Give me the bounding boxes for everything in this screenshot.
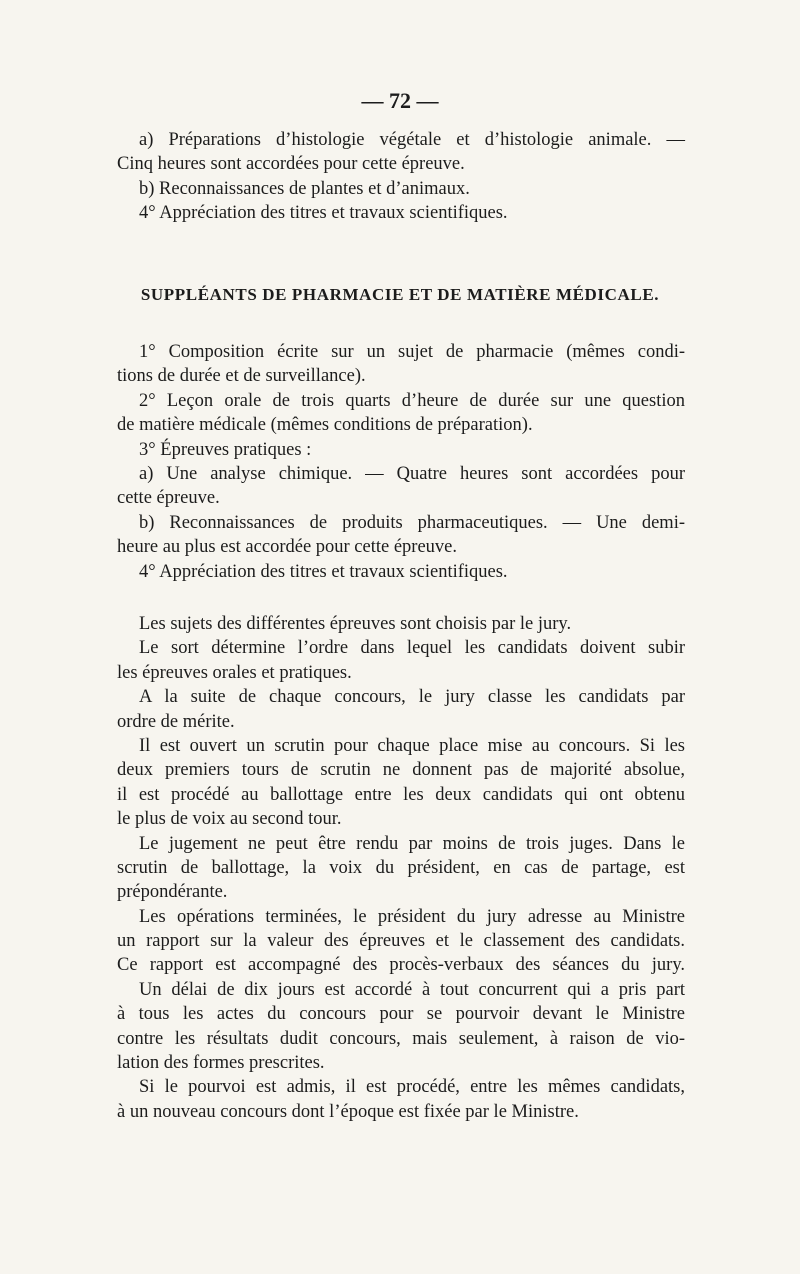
section-histology-tests	[117, 128, 685, 226]
text-line: Si le pourvoi est admis, il est procédé, entre les mêmes candidats,	[139, 1077, 685, 1098]
text-line: les épreuves orales et pratiques.	[117, 662, 352, 683]
text-line: prépondérante.	[117, 882, 228, 903]
text-line: à tous les actes du concours pour se pourvoir devant le Ministre	[117, 1004, 685, 1025]
text-line: scrutin de ballottage, la voix du président, en cas de partage, est	[117, 857, 685, 878]
text-line: il est procédé au ballottage entre les deux candidats qui ont obtenu	[117, 784, 685, 805]
text-line: A la suite de chaque concours, le jury classe les candidats par	[139, 687, 685, 708]
text-line: b) Reconnaissances de produits pharmaceutiques. — Une demi-	[139, 512, 685, 533]
text-line: Les opérations terminées, le président du jury adresse au Ministre	[139, 906, 685, 927]
text-line: a) Une analyse chimique. — Quatre heures sont accordées pour	[139, 463, 685, 484]
text-line: Cinq heures sont accordées pour cette épreuve.	[117, 154, 465, 175]
text-line: Il est ouvert un scrutin pour chaque place mise au concours. Si les	[139, 735, 685, 756]
text-line: b) Reconnaissances de plantes et d’animaux.	[139, 178, 470, 199]
text-line: à un nouveau concours dont l’époque est fixée par le Ministre.	[117, 1101, 579, 1122]
text-line: deux premiers tours de scrutin ne donnent pas de majorité absolue,	[117, 760, 685, 781]
text-line: 4° Appréciation des titres et travaux scientifiques.	[139, 561, 508, 582]
text-line: le plus de voix au second tour.	[117, 809, 342, 830]
section-jury-rules	[117, 612, 685, 1124]
text-line: tions de durée et de surveillance).	[117, 366, 366, 387]
page-number: — 72 —	[361, 88, 439, 113]
text-line: heure au plus est accordée pour cette épreuve.	[117, 537, 458, 558]
text-line: 1° Composition écrite sur un sujet de pharmacie (mêmes condi-	[139, 342, 685, 362]
text-line: contre les résultats dudit concours, mais seulement, à raison de vio-	[117, 1028, 685, 1049]
section-pharmacy-tests	[117, 340, 685, 584]
text-line: 2° Leçon orale de trois quarts d’heure de durée sur une question	[139, 390, 685, 411]
text-line: a) Préparations d’histologie végétale et d’histologie animale. —	[139, 130, 685, 150]
section-heading: SUPPLÉANTS DE PHARMACIE ET DE MATIÈRE MÉDICALE.	[140, 285, 660, 304]
text-line: ordre de mérite.	[117, 711, 235, 732]
text-line: Un délai de dix jours est accordé à tout concurrent qui a pris part	[139, 979, 685, 1000]
text-line: Le jugement ne peut être rendu par moins de trois juges. Dans le	[139, 833, 685, 854]
text-line: lation des formes prescrites.	[117, 1053, 325, 1074]
text-line: 4° Appréciation des titres et travaux scientifiques.	[139, 203, 508, 224]
text-line: Les sujets des différentes épreuves sont choisis par le jury.	[139, 614, 572, 634]
text-line: Le sort détermine l’ordre dans lequel les candidats doivent subir	[139, 638, 685, 659]
text-line: de matière médicale (mêmes conditions de préparation).	[117, 415, 533, 436]
text-line: cette épreuve.	[117, 488, 220, 509]
text-line: 3° Épreuves pratiques :	[139, 439, 312, 460]
text-line: un rapport sur la valeur des épreuves et le classement des candidats.	[117, 931, 685, 952]
text-line: Ce rapport est accompagné des procès-verbaux des séances du jury.	[117, 955, 685, 976]
